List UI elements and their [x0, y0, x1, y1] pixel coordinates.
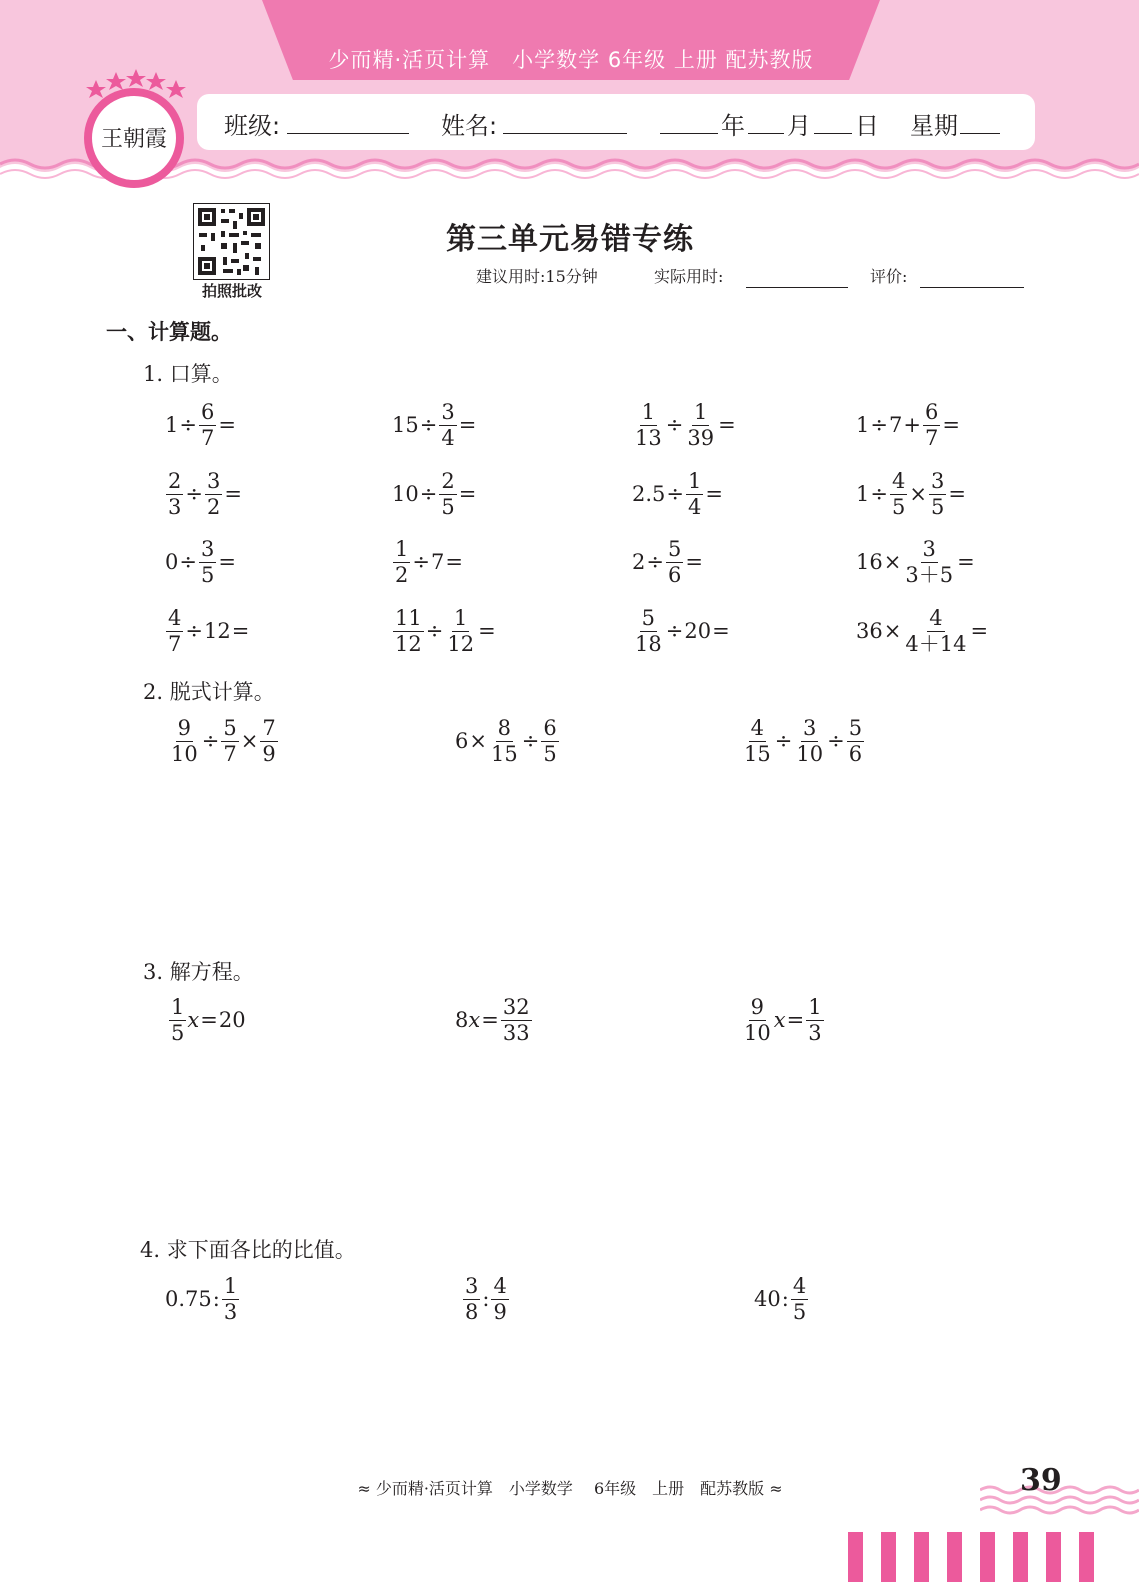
rating-label: 评价: — [870, 267, 908, 286]
decorative-bar — [881, 1532, 896, 1582]
oral-item-r2c3: 2.5 ÷ $\frac{1}{4}$ = — [632, 469, 723, 520]
logo-lettering: 王朝霞 — [100, 127, 168, 152]
oral-item-r1c4: 1 ÷ 7 + $\frac{6}{7}$ = — [856, 400, 960, 451]
section-heading: 一、计算题。 — [106, 320, 232, 344]
oral-item-r3c1: 0 ÷ $\frac{3}{5}$ = — [165, 537, 236, 588]
fraction: $\frac{3}{10}$ — [796, 716, 824, 767]
decorative-bar — [947, 1532, 962, 1582]
fraction: $\frac{7}{9}$ — [262, 716, 276, 767]
fraction: $\frac{3}{8}$ — [465, 1274, 479, 1325]
day-field[interactable] — [814, 133, 852, 134]
oral-item-r2c4: 1 ÷ $\frac{4}{5}$ × $\frac{3}{5}$ = — [856, 469, 966, 520]
decorative-bar — [1079, 1532, 1094, 1582]
actual-time-label: 实际用时: — [654, 267, 724, 286]
qr-caption: 拍照批改 — [201, 282, 262, 300]
page-number: 39 — [1020, 1463, 1062, 1498]
rating-field[interactable] — [920, 287, 1024, 288]
series-title: 少而精·活页计算 小学数学 6年级 上册 配苏教版 — [328, 48, 814, 72]
fraction: $\frac{4}{15}$ — [744, 716, 771, 767]
oral-item-r2c2: 10 ÷ $\frac{2}{5}$ = — [392, 469, 477, 520]
qr-code-icon[interactable] — [193, 203, 270, 280]
ratio-item-3: 40 : $\frac{4}{5}$ — [754, 1274, 807, 1325]
oral-item-r3c2: $\frac{1}{2}$ ÷ 7 = — [395, 537, 463, 588]
name-field[interactable] — [503, 133, 627, 134]
fraction: $\frac{3}{3+5}$ — [905, 537, 954, 588]
stepwise-item-3: $\frac{4}{15}$ ÷ $\frac{3}{10}$ ÷ $\frac{5}{6}$ — [744, 716, 863, 767]
oral-item-r3c4: 16 × $\frac{3}{3+5}$ = — [856, 537, 975, 588]
fraction: $\frac{1}{4}$ — [688, 469, 702, 520]
fraction: $\frac{4}{5}$ — [891, 469, 906, 520]
oral-item-r1c2: 15 ÷ $\frac{3}{4}$ = — [392, 400, 477, 451]
oral-item-r4c4: 36 × $\frac{4}{4+14}$ = — [856, 606, 989, 657]
fraction: $\frac{6}{7}$ — [924, 400, 939, 451]
fraction: $\frac{6}{7}$ — [200, 400, 215, 451]
page-title: 第三单元易错专练 — [446, 222, 694, 257]
actual-time-field[interactable] — [746, 287, 848, 288]
fraction: $\frac{5}{6}$ — [667, 537, 682, 588]
fraction: $\frac{8}{15}$ — [490, 716, 518, 767]
oral-item-r1c1: 1 ÷ $\frac{6}{7}$ = — [165, 400, 236, 451]
fraction: $\frac{2}{3}$ — [168, 469, 182, 520]
equation-item-3: $\frac{9}{10}$ x = $\frac{1}{3}$ — [744, 995, 822, 1046]
decorative-bar — [848, 1532, 863, 1582]
name-label: 姓名: — [441, 112, 498, 140]
month-label: 月 — [787, 112, 811, 140]
fraction: $\frac{4}{7}$ — [168, 606, 182, 657]
question-4-heading: 4. 求下面各比的比值。 — [140, 1238, 356, 1262]
stepwise-item-2: 6 × $\frac{8}{15}$ ÷ $\frac{6}{5}$ — [455, 716, 557, 767]
fraction: $\frac{32}{33}$ — [502, 995, 530, 1046]
day-label: 日 — [855, 112, 879, 140]
ratio-item-2: $\frac{3}{8}$ : $\frac{4}{9}$ — [465, 1274, 507, 1325]
fraction: $\frac{9}{10}$ — [171, 716, 198, 767]
fraction: $\frac{3}{4}$ — [441, 400, 455, 451]
equation-item-2: 8 x = $\frac{32}{33}$ — [455, 995, 530, 1046]
fraction: $\frac{1}{5}$ — [171, 995, 185, 1046]
fraction: $\frac{1}{12}$ — [447, 606, 475, 657]
footer-series: ≈ 少而精·活页计算 小学数学 6年级 上册 配苏教版 ≈ — [357, 1479, 783, 1498]
fraction: $\frac{9}{10}$ — [744, 995, 771, 1046]
ratio-item-1: 0.75 : $\frac{1}{3}$ — [165, 1274, 238, 1325]
fraction: $\frac{5}{18}$ — [635, 606, 662, 657]
oral-item-r1c3: $\frac{1}{13}$ ÷ $\frac{1}{39}$ = — [635, 400, 736, 451]
fraction: $\frac{1}{3}$ — [808, 995, 822, 1046]
decorative-bar — [914, 1532, 929, 1582]
question-2-heading: 2. 脱式计算。 — [143, 680, 275, 704]
suggested-time: 建议用时:15分钟 — [476, 267, 598, 286]
year-field[interactable] — [660, 133, 718, 134]
fraction: $\frac{6}{5}$ — [543, 716, 557, 767]
year-label: 年 — [721, 112, 745, 140]
fraction: $\frac{4}{9}$ — [493, 1274, 507, 1325]
fraction: $\frac{11}{12}$ — [395, 606, 422, 657]
fraction: $\frac{5}{7}$ — [223, 716, 237, 767]
oral-item-r3c3: 2 ÷ $\frac{5}{6}$ = — [632, 537, 703, 588]
fraction: $\frac{1}{3}$ — [223, 1274, 238, 1325]
fraction: $\frac{4}{4+14}$ — [905, 606, 967, 657]
oral-item-r4c2: $\frac{11}{12}$ ÷ $\frac{1}{12}$ = — [395, 606, 496, 657]
fraction: $\frac{3}{5}$ — [200, 537, 215, 588]
oral-item-r2c1: $\frac{2}{3}$ ÷ $\frac{3}{2}$ = — [168, 469, 242, 520]
weekday-field[interactable] — [960, 133, 1000, 134]
oral-item-r4c3: $\frac{5}{18}$ ÷ 20 = — [635, 606, 730, 657]
month-field[interactable] — [748, 133, 784, 134]
question-1-heading: 1. 口算。 — [143, 362, 233, 386]
decorative-bar — [1013, 1532, 1028, 1582]
fraction: $\frac{3}{5}$ — [930, 469, 945, 520]
oral-item-r4c1: $\frac{4}{7}$ ÷ 12 = — [168, 606, 250, 657]
weekday-label: 星期 — [910, 112, 958, 140]
stepwise-item-1: $\frac{9}{10}$ ÷ $\frac{5}{7}$ × $\frac{7}{9}$ — [171, 716, 276, 767]
fraction: $\frac{1}{39}$ — [687, 400, 715, 451]
fraction: $\frac{1}{2}$ — [395, 537, 409, 588]
question-3-heading: 3. 解方程。 — [143, 960, 254, 984]
decorative-bar — [1046, 1532, 1061, 1582]
fraction: $\frac{4}{5}$ — [792, 1274, 807, 1325]
fraction: $\frac{2}{5}$ — [441, 469, 455, 520]
fraction: $\frac{3}{2}$ — [206, 469, 221, 520]
equation-item-1: $\frac{1}{5}$ x = 20 — [171, 995, 246, 1046]
brand-logo — [76, 68, 196, 192]
decorative-bar — [980, 1532, 995, 1582]
fraction: $\frac{5}{6}$ — [848, 716, 863, 767]
fraction: $\frac{1}{13}$ — [635, 400, 662, 451]
class-label: 班级: — [224, 112, 281, 140]
class-field[interactable] — [287, 133, 409, 134]
